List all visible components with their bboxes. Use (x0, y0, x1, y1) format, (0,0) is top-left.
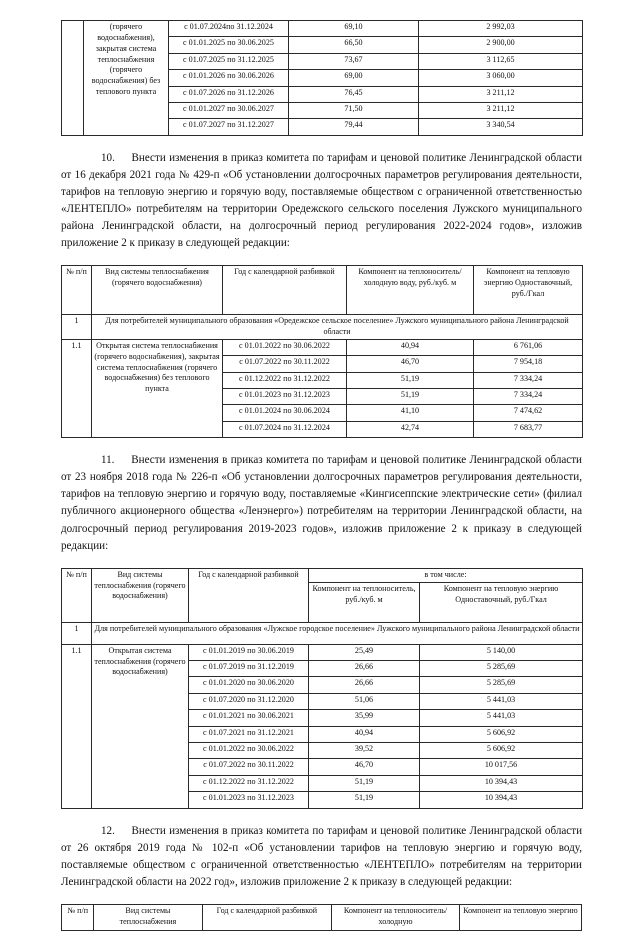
component-water-cell: 25,49 (309, 644, 420, 660)
component-heat-cell: 7 683,77 (474, 421, 583, 437)
component-water-cell: 51,06 (309, 693, 420, 709)
component-heat-cell: 10 017,56 (420, 759, 583, 775)
component-water-cell: 76,45 (289, 86, 419, 102)
tariff-table-lenteplo-2022 (61, 904, 582, 931)
component-heat-cell: 5 140,00 (420, 644, 583, 660)
period-cell: с 01.01.2022 по 30.06.2022 (223, 339, 347, 355)
header-year: Год с календарной разбивкой (202, 904, 332, 930)
table-header-row (62, 568, 583, 582)
paragraph-12-number: 12. (101, 824, 115, 837)
table-header-row (62, 266, 583, 315)
component-water-cell: 69,00 (289, 70, 419, 86)
component-heat-cell: 7 334,24 (474, 372, 583, 388)
header-system-type: Вид системы теплоснабжения (горячего водоснабжения) (92, 266, 223, 315)
component-water-cell: 51,19 (347, 372, 474, 388)
paragraph-10 (61, 150, 582, 252)
row-number-cell: 1.1 (62, 339, 92, 437)
period-cell: с 01.01.2023 по 31.12.2023 (223, 389, 347, 405)
component-heat-cell: 5 441,03 (420, 710, 583, 726)
table-body (62, 568, 583, 808)
component-heat-cell: 7 954,18 (474, 356, 583, 372)
component-heat-cell: 5 285,69 (420, 661, 583, 677)
period-cell: с 01.01.2022 по 30.06.2022 (189, 743, 309, 759)
component-heat-cell: 2 900,00 (419, 37, 583, 53)
component-heat-cell: 3 211,12 (419, 86, 583, 102)
period-cell: с 01.07.2020 по 31.12.2020 (189, 693, 309, 709)
component-water-cell: 46,70 (347, 356, 474, 372)
group-number: 1 (62, 315, 92, 340)
group-label: Для потребителей муниципального образования «Оредежское сельское поселение» Лужского муниципального района Ленинградской области (92, 315, 583, 340)
component-heat-cell: 7 474,62 (474, 405, 583, 421)
table-group-row (62, 622, 583, 644)
component-heat-cell: 7 334,24 (474, 389, 583, 405)
table-header-row (62, 904, 582, 930)
document-body (61, 0, 582, 931)
system-type-cell: (горячего водоснабжения), закрытая система теплоснабжения (горячего водоснабжения) без теплового пункта (84, 21, 169, 136)
component-heat-cell: 3 060,00 (419, 70, 583, 86)
component-water-cell: 71,50 (289, 102, 419, 118)
period-cell: с 01.01.2026 по 30.06.2026 (169, 70, 289, 86)
header-component-heat: Компонент на тепловую энергию (459, 904, 581, 930)
period-cell: с 01.07.2026 по 31.12.2026 (169, 86, 289, 102)
period-cell: с 01.07.2025 по 31.12.2025 (169, 53, 289, 69)
period-cell: с 01.07.2022 по 30.11.2022 (223, 356, 347, 372)
component-water-cell: 46,70 (309, 759, 420, 775)
table-body (62, 21, 583, 136)
period-cell: с 01.01.2025 по 30.06.2025 (169, 37, 289, 53)
period-cell: с 01.01.2024 по 30.06.2024 (223, 405, 347, 421)
period-cell: с 01.01.2019 по 30.06.2019 (189, 644, 309, 660)
group-label: Для потребителей муниципального образования «Лужское городское поселение» Лужского муниципального района Ленинградской области (92, 622, 583, 644)
header-component-water: Компонент на теплоноситель/холодную воду, руб./куб. м (347, 266, 474, 315)
component-heat-cell: 3 211,12 (419, 102, 583, 118)
component-water-cell: 26,66 (309, 677, 420, 693)
period-cell: с 01.01.2020 по 30.06.2020 (189, 677, 309, 693)
component-water-cell: 69,10 (289, 21, 419, 37)
header-system-type: Вид системы теплоснабжения (94, 904, 202, 930)
continuation-table (61, 20, 583, 136)
period-cell: с 01.07.2024по 31.12.2024 (169, 21, 289, 37)
component-water-cell: 79,44 (289, 119, 419, 135)
table-row (62, 644, 583, 660)
header-num: № п/п (62, 904, 94, 930)
component-heat-cell: 5 441,03 (420, 693, 583, 709)
system-type-cell: Открытая система теплоснабжения (горячего водоснабжения) (92, 644, 189, 808)
component-heat-cell: 3 340,54 (419, 119, 583, 135)
component-water-cell: 73,67 (289, 53, 419, 69)
component-heat-cell: 10 394,43 (420, 775, 583, 791)
period-cell: с 01.01.2021 по 30.06.2021 (189, 710, 309, 726)
table-body (62, 904, 582, 930)
paragraph-11-text: Внести изменения в приказ комитета по тарифам и ценовой политике Ленинградской области от 23 ноября 2018 года № 226-п «Об установлении долгосрочных параметров регулирования деятельности, тарифов на тепловую энергию и горячую воду, поставляемые «Кингисеппские электрические сети» (филиал публичного акционерного общества «Ленэнерго») потребителям на территории Ленинградской области, на долгосрочный период регулирования 2019-2023 годов», изложив приложение 2 к приказу в следующей редакции: (61, 454, 582, 552)
period-cell: с 01.12.2022 по 31.12.2022 (189, 775, 309, 791)
paragraph-12 (61, 823, 582, 891)
component-water-cell: 66,50 (289, 37, 419, 53)
row-number-cell (62, 21, 84, 136)
header-year: Год с календарной разбивкой (189, 568, 309, 622)
table-group-row (62, 315, 583, 340)
component-heat-cell: 5 285,69 (420, 677, 583, 693)
component-water-cell: 26,66 (309, 661, 420, 677)
component-heat-cell: 10 394,43 (420, 792, 583, 808)
period-cell: с 01.01.2023 по 31.12.2023 (189, 792, 309, 808)
component-water-cell: 40,94 (309, 726, 420, 742)
tariff-table-luga-gorod (61, 568, 583, 809)
table-body (62, 266, 583, 438)
component-water-cell: 51,19 (347, 389, 474, 405)
component-heat-cell: 6 761,06 (474, 339, 583, 355)
period-cell: с 01.07.2027 по 31.12.2027 (169, 119, 289, 135)
period-cell: с 01.01.2027 по 30.06.2027 (169, 102, 289, 118)
header-num: № п/п (62, 266, 92, 315)
period-cell: с 01.07.2021 по 31.12.2021 (189, 726, 309, 742)
component-water-cell: 35,99 (309, 710, 420, 726)
header-component-heat: Компонент на тепловую энергию Одноставочный, руб./Гкал (474, 266, 583, 315)
group-number: 1 (62, 622, 92, 644)
paragraph-10-text: Внести изменения в приказ комитета по тарифам и ценовой политике Ленинградской области от 16 декабря 2021 года № 429-п «Об установлении долгосрочных параметров регулирования деятельности, тарифов на тепловую энергию и горячую воду, поставляемые обществом с ограниченной ответственностью «ЛЕНТЕПЛО» потребителям на территории Оредежского сельского поселения Лужского муниципального района Ленинградской области, на долгосрочный период регулирования 2022-2024 годов», изложив приложение 2 к приказу в следующей редакции: (61, 151, 583, 250)
header-component-water: Компонент на теплоноситель, руб./куб. м (309, 582, 420, 622)
header-year: Год с календарной разбивкой (223, 266, 347, 315)
component-water-cell: 51,19 (309, 775, 420, 791)
component-water-cell: 39,52 (309, 743, 420, 759)
component-heat-cell: 2 992,03 (419, 21, 583, 37)
header-system-type: Вид системы теплоснабжения (горячего водоснабжения) (92, 568, 189, 622)
component-water-cell: 51,19 (309, 792, 420, 808)
paragraph-12-text: Внести изменения в приказ комитета по тарифам и ценовой политике Ленинградской области от 26 октября 2019 года № 102-п «Об установлении тарифов на тепловую энергию и горячую воду, поставляемые обществом с ограниченной ответственностью «ЛЕНТЕПЛО» потребителям на территории Ленинградской области на 2022 год», изложив приложение 2 к приказу в следующей редакции: (61, 824, 583, 888)
period-cell: с 01.07.2022 по 30.11.2022 (189, 759, 309, 775)
period-cell: с 01.07.2024 по 31.12.2024 (223, 421, 347, 437)
period-cell: с 01.12.2022 по 31.12.2022 (223, 372, 347, 388)
header-num: № п/п (62, 568, 92, 622)
tariff-table-oredezh (61, 265, 583, 438)
header-component-water: Компонент на теплоноситель/холодную (332, 904, 460, 930)
component-water-cell: 41,10 (347, 405, 474, 421)
component-heat-cell: 5 606,92 (420, 726, 583, 742)
header-component-heat: Компонент на тепловую энергию Одноставочный, руб./Гкал (420, 582, 583, 622)
component-heat-cell: 5 606,92 (420, 743, 583, 759)
period-cell: с 01.07.2019 по 31.12.2019 (189, 661, 309, 677)
component-water-cell: 42,74 (347, 421, 474, 437)
paragraph-11-number: 11. (101, 454, 115, 467)
component-water-cell: 40,94 (347, 339, 474, 355)
table-row (62, 339, 583, 355)
row-number-cell: 1.1 (62, 644, 92, 808)
component-heat-cell: 3 112,65 (419, 53, 583, 69)
system-type-cell: Открытая система теплоснабжения (горячего водоснабжения), закрытая система теплоснабжения (горячего водоснабжения) без теплового пункта (92, 339, 223, 437)
table-row (62, 21, 583, 37)
header-in-that-number: в том числе: (309, 568, 583, 582)
paragraph-10-number: 10. (101, 151, 115, 164)
paragraph-11 (61, 452, 582, 554)
